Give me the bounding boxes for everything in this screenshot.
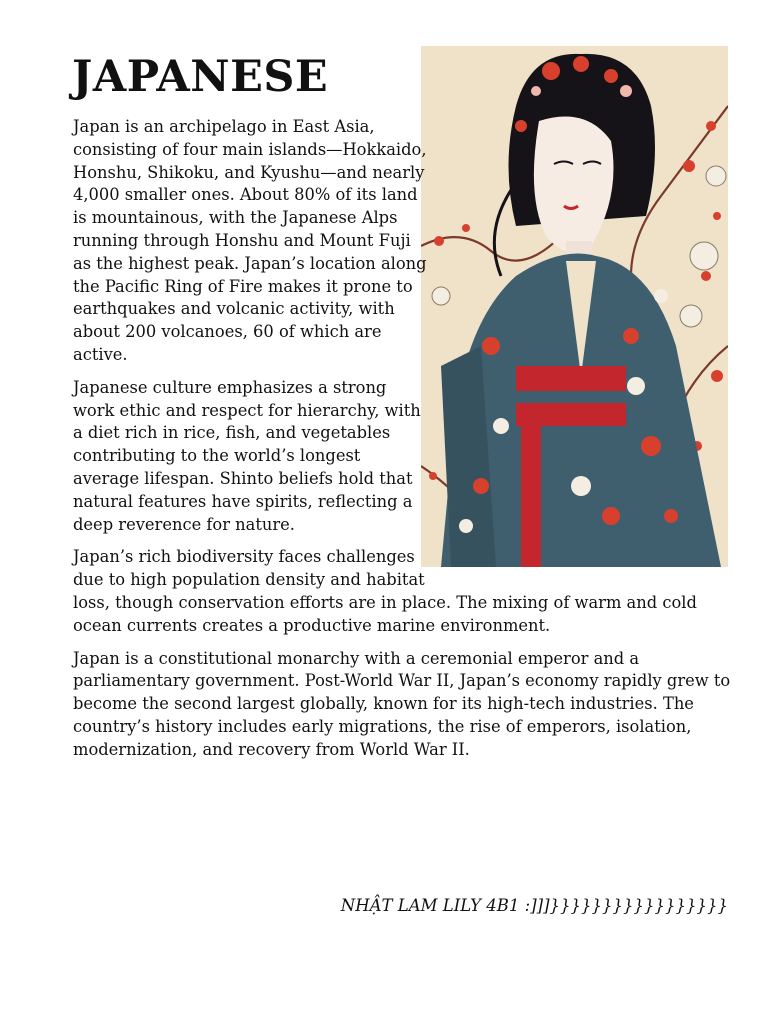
paragraph-biodiversity: Japan’s rich biodiversity faces challenges due to high population density and habitat loss, though conservation efforts are in place. The mixing of warm and cold ocean currents creates a productive marine environment. bbox=[73, 547, 697, 635]
paragraph-geography: Japan is an archipelago in East Asia, consisting of four main islands—Hokkaido, Honshu, Shikoku, and Kyushu—and nearly 4,000 smaller ones. About 80% of its land is mountainous, with the Japanese Alps running through Honshu and Mount Fuji as the highest peak. Japan’s location along the Pacific Ring of Fire makes it prone to earthquakes and volcanic activity, with about 200 volcanoes, 60 of which are active. bbox=[73, 117, 427, 364]
paragraph-culture: Japanese culture emphasizes a strong work ethic and respect for hierarchy, with a diet rich in rice, fish, and vegetables contributing to the world’s longest average lifespan. Shinto beliefs hold that natural features have spirits, reflecting a deep reverence for nature. bbox=[73, 377, 421, 534]
page-title: JAPANESE bbox=[72, 52, 329, 102]
image-float-space bbox=[430, 116, 733, 580]
paragraph-government-history: Japan is a constitutional monarchy with a ceremonial emperor and a parliamentary government. Post-World War II, Japan’s economy rapidly grew to become the second largest globally, known for its high-tech industries. The country’s history includes early migrations, the rise of emperors, isolation, modernization, and recovery from World War II. bbox=[73, 648, 731, 759]
author-signature: NHẬT LAM LILY 4B1 :]]]}}}}}}}}}}}}}}}}} bbox=[340, 896, 728, 915]
article-body bbox=[73, 116, 733, 772]
